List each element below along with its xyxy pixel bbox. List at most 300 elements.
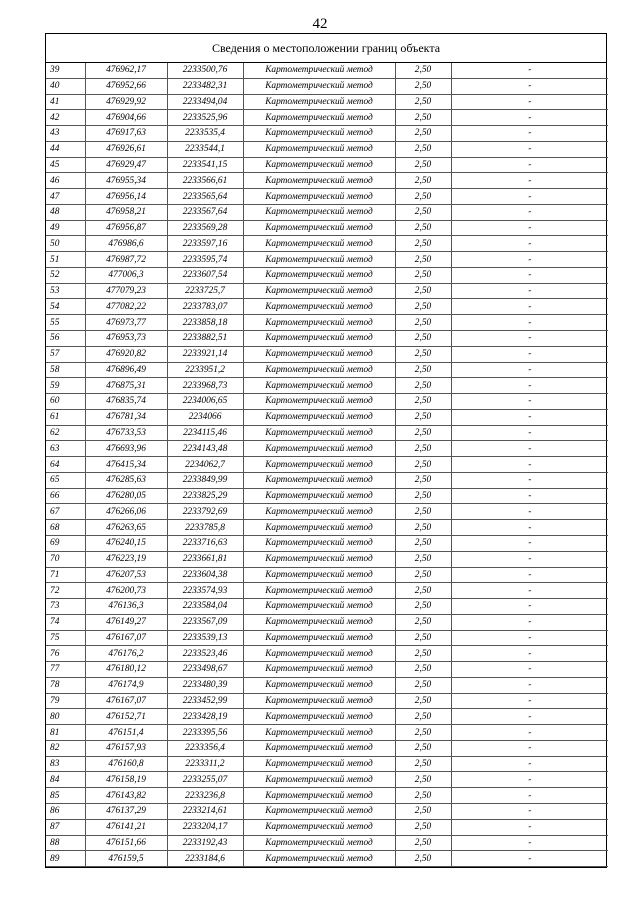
- cell-description: -: [451, 567, 608, 583]
- cell-description: -: [451, 851, 608, 867]
- cell-y-coordinate: 2233921,14: [167, 346, 243, 362]
- cell-method: Картометрический метод: [243, 362, 395, 378]
- cell-accuracy: 2,50: [395, 803, 451, 819]
- cell-y-coordinate: 2233597,16: [167, 236, 243, 252]
- cell-accuracy: 2,50: [395, 520, 451, 536]
- cell-method: Картометрический метод: [243, 126, 395, 142]
- cell-accuracy: 2,50: [395, 851, 451, 867]
- cell-method: Картометрический метод: [243, 346, 395, 362]
- cell-x-coordinate: 476986,6: [85, 236, 167, 252]
- cell-method: Картометрический метод: [243, 378, 395, 394]
- cell-description: -: [451, 504, 608, 520]
- cell-method: Картометрический метод: [243, 220, 395, 236]
- cell-accuracy: 2,50: [395, 110, 451, 126]
- cell-description: -: [451, 441, 608, 457]
- section-title: Сведения о местоположении границ объекта: [46, 34, 606, 63]
- cell-accuracy: 2,50: [395, 662, 451, 678]
- cell-accuracy: 2,50: [395, 725, 451, 741]
- cell-accuracy: 2,50: [395, 346, 451, 362]
- cell-description: -: [451, 425, 608, 441]
- cell-y-coordinate: 2233236,8: [167, 788, 243, 804]
- table-row: [46, 267, 608, 283]
- cell-method: Картометрический метод: [243, 331, 395, 347]
- cell-point-number: 64: [46, 457, 85, 473]
- cell-description: -: [451, 788, 608, 804]
- cell-accuracy: 2,50: [395, 583, 451, 599]
- cell-y-coordinate: 2233566,61: [167, 173, 243, 189]
- cell-y-coordinate: 2233525,96: [167, 110, 243, 126]
- cell-description: -: [451, 630, 608, 646]
- cell-description: -: [451, 535, 608, 551]
- cell-y-coordinate: 2233661,81: [167, 551, 243, 567]
- cell-accuracy: 2,50: [395, 157, 451, 173]
- cell-description: -: [451, 78, 608, 94]
- cell-x-coordinate: 476180,12: [85, 662, 167, 678]
- cell-point-number: 70: [46, 551, 85, 567]
- cell-description: -: [451, 378, 608, 394]
- cell-method: Картометрический метод: [243, 740, 395, 756]
- cell-accuracy: 2,50: [395, 551, 451, 567]
- cell-accuracy: 2,50: [395, 409, 451, 425]
- cell-y-coordinate: 2233716,63: [167, 535, 243, 551]
- cell-y-coordinate: 2233204,17: [167, 819, 243, 835]
- cell-x-coordinate: 476159,5: [85, 851, 167, 867]
- cell-description: -: [451, 614, 608, 630]
- cell-description: -: [451, 725, 608, 741]
- table-row: [46, 614, 608, 630]
- cell-x-coordinate: 476973,77: [85, 315, 167, 331]
- cell-description: -: [451, 662, 608, 678]
- table-row: [46, 646, 608, 662]
- cell-x-coordinate: 476266,06: [85, 504, 167, 520]
- table-row: [46, 425, 608, 441]
- table-row: [46, 252, 608, 268]
- cell-accuracy: 2,50: [395, 756, 451, 772]
- cell-description: -: [451, 141, 608, 157]
- cell-method: Картометрический метод: [243, 488, 395, 504]
- cell-method: Картометрический метод: [243, 173, 395, 189]
- cell-x-coordinate: 476149,27: [85, 614, 167, 630]
- cell-method: Картометрический метод: [243, 725, 395, 741]
- table-row: [46, 110, 608, 126]
- cell-x-coordinate: 476926,61: [85, 141, 167, 157]
- cell-method: Картометрический метод: [243, 299, 395, 315]
- cell-description: -: [451, 267, 608, 283]
- cell-accuracy: 2,50: [395, 252, 451, 268]
- cell-description: -: [451, 299, 608, 315]
- cell-point-number: 53: [46, 283, 85, 299]
- cell-accuracy: 2,50: [395, 599, 451, 615]
- cell-method: Картометрический метод: [243, 772, 395, 788]
- cell-x-coordinate: 476152,71: [85, 709, 167, 725]
- cell-method: Картометрический метод: [243, 457, 395, 473]
- table-row: [46, 236, 608, 252]
- cell-method: Картометрический метод: [243, 709, 395, 725]
- cell-description: -: [451, 599, 608, 615]
- cell-y-coordinate: 2233725,7: [167, 283, 243, 299]
- cell-y-coordinate: 2234143,48: [167, 441, 243, 457]
- table-row: [46, 599, 608, 615]
- cell-method: Картометрический метод: [243, 630, 395, 646]
- cell-description: -: [451, 252, 608, 268]
- cell-method: Картометрический метод: [243, 583, 395, 599]
- cell-point-number: 74: [46, 614, 85, 630]
- cell-method: Картометрический метод: [243, 283, 395, 299]
- cell-point-number: 66: [46, 488, 85, 504]
- cell-point-number: 48: [46, 204, 85, 220]
- cell-method: Картометрический метод: [243, 63, 395, 78]
- cell-accuracy: 2,50: [395, 614, 451, 630]
- cell-point-number: 55: [46, 315, 85, 331]
- cell-x-coordinate: 476929,92: [85, 94, 167, 110]
- cell-x-coordinate: 476917,63: [85, 126, 167, 142]
- table-row: [46, 457, 608, 473]
- cell-description: -: [451, 803, 608, 819]
- cell-description: -: [451, 756, 608, 772]
- boundary-points-table: [46, 63, 608, 867]
- cell-accuracy: 2,50: [395, 693, 451, 709]
- cell-x-coordinate: 476415,34: [85, 457, 167, 473]
- cell-method: Картометрический метод: [243, 599, 395, 615]
- table-row: [46, 141, 608, 157]
- cell-description: -: [451, 394, 608, 410]
- cell-point-number: 78: [46, 677, 85, 693]
- cell-point-number: 82: [46, 740, 85, 756]
- cell-method: Картометрический метод: [243, 803, 395, 819]
- cell-x-coordinate: 476875,31: [85, 378, 167, 394]
- cell-y-coordinate: 2233825,29: [167, 488, 243, 504]
- cell-method: Картометрический метод: [243, 110, 395, 126]
- table-row: [46, 756, 608, 772]
- cell-description: -: [451, 677, 608, 693]
- cell-y-coordinate: 2233192,43: [167, 835, 243, 851]
- cell-description: -: [451, 693, 608, 709]
- cell-method: Картометрический метод: [243, 646, 395, 662]
- cell-description: -: [451, 740, 608, 756]
- cell-point-number: 80: [46, 709, 85, 725]
- cell-method: Картометрический метод: [243, 551, 395, 567]
- cell-point-number: 67: [46, 504, 85, 520]
- table-row: [46, 331, 608, 347]
- table-row: [46, 362, 608, 378]
- table-row: [46, 520, 608, 536]
- table-row: [46, 725, 608, 741]
- cell-description: -: [451, 772, 608, 788]
- cell-point-number: 58: [46, 362, 85, 378]
- table-row: [46, 835, 608, 851]
- table-row: [46, 189, 608, 205]
- cell-description: -: [451, 409, 608, 425]
- cell-point-number: 50: [46, 236, 85, 252]
- cell-x-coordinate: 476920,82: [85, 346, 167, 362]
- page-number: 42: [312, 16, 328, 32]
- cell-accuracy: 2,50: [395, 819, 451, 835]
- table-row: [46, 173, 608, 189]
- cell-accuracy: 2,50: [395, 835, 451, 851]
- cell-y-coordinate: 2233494,04: [167, 94, 243, 110]
- cell-point-number: 51: [46, 252, 85, 268]
- table-body: [46, 63, 608, 867]
- cell-point-number: 46: [46, 173, 85, 189]
- cell-description: -: [451, 315, 608, 331]
- cell-y-coordinate: 2233395,56: [167, 725, 243, 741]
- cell-y-coordinate: 2233858,18: [167, 315, 243, 331]
- cell-y-coordinate: 2233882,51: [167, 331, 243, 347]
- cell-method: Картометрический метод: [243, 441, 395, 457]
- cell-description: -: [451, 283, 608, 299]
- cell-description: -: [451, 520, 608, 536]
- table-row: [46, 315, 608, 331]
- cell-x-coordinate: 476958,21: [85, 204, 167, 220]
- table-row: [46, 567, 608, 583]
- cell-x-coordinate: 476160,8: [85, 756, 167, 772]
- cell-method: Картометрический метод: [243, 756, 395, 772]
- table-row: [46, 772, 608, 788]
- cell-point-number: 40: [46, 78, 85, 94]
- cell-point-number: 75: [46, 630, 85, 646]
- table-row: [46, 63, 608, 78]
- cell-description: -: [451, 646, 608, 662]
- cell-description: -: [451, 457, 608, 473]
- cell-x-coordinate: 476835,74: [85, 394, 167, 410]
- cell-y-coordinate: 2233482,31: [167, 78, 243, 94]
- cell-x-coordinate: 476176,2: [85, 646, 167, 662]
- cell-y-coordinate: 2233951,2: [167, 362, 243, 378]
- cell-description: -: [451, 472, 608, 488]
- cell-point-number: 56: [46, 331, 85, 347]
- cell-description: -: [451, 126, 608, 142]
- boundary-sheet: [45, 33, 607, 868]
- cell-x-coordinate: 476137,29: [85, 803, 167, 819]
- cell-point-number: 72: [46, 583, 85, 599]
- cell-x-coordinate: 476929,47: [85, 157, 167, 173]
- cell-description: -: [451, 63, 608, 78]
- cell-accuracy: 2,50: [395, 630, 451, 646]
- cell-accuracy: 2,50: [395, 78, 451, 94]
- table-row: [46, 204, 608, 220]
- cell-x-coordinate: 476280,05: [85, 488, 167, 504]
- cell-description: -: [451, 204, 608, 220]
- cell-method: Картометрический метод: [243, 567, 395, 583]
- cell-point-number: 62: [46, 425, 85, 441]
- cell-method: Картометрический метод: [243, 614, 395, 630]
- cell-method: Картометрический метод: [243, 535, 395, 551]
- cell-x-coordinate: 476904,66: [85, 110, 167, 126]
- cell-accuracy: 2,50: [395, 362, 451, 378]
- table-row: [46, 583, 608, 599]
- cell-method: Картометрический метод: [243, 677, 395, 693]
- cell-point-number: 89: [46, 851, 85, 867]
- table-row: [46, 394, 608, 410]
- cell-y-coordinate: 2233539,13: [167, 630, 243, 646]
- table-row: [46, 94, 608, 110]
- cell-method: Картометрический метод: [243, 204, 395, 220]
- cell-method: Картометрический метод: [243, 504, 395, 520]
- cell-y-coordinate: 2234115,46: [167, 425, 243, 441]
- cell-x-coordinate: 477079,23: [85, 283, 167, 299]
- cell-x-coordinate: 476151,4: [85, 725, 167, 741]
- cell-x-coordinate: 476141,21: [85, 819, 167, 835]
- cell-description: -: [451, 835, 608, 851]
- cell-point-number: 83: [46, 756, 85, 772]
- cell-y-coordinate: 2233184,6: [167, 851, 243, 867]
- cell-description: -: [451, 220, 608, 236]
- cell-x-coordinate: 476151,66: [85, 835, 167, 851]
- cell-point-number: 47: [46, 189, 85, 205]
- cell-accuracy: 2,50: [395, 535, 451, 551]
- cell-method: Картометрический метод: [243, 851, 395, 867]
- cell-x-coordinate: 476240,15: [85, 535, 167, 551]
- cell-y-coordinate: 2233498,67: [167, 662, 243, 678]
- cell-point-number: 57: [46, 346, 85, 362]
- cell-accuracy: 2,50: [395, 94, 451, 110]
- cell-x-coordinate: 477082,22: [85, 299, 167, 315]
- cell-method: Картометрический метод: [243, 472, 395, 488]
- cell-x-coordinate: 476200,73: [85, 583, 167, 599]
- cell-x-coordinate: 477006,3: [85, 267, 167, 283]
- cell-point-number: 41: [46, 94, 85, 110]
- cell-accuracy: 2,50: [395, 141, 451, 157]
- cell-point-number: 49: [46, 220, 85, 236]
- cell-accuracy: 2,50: [395, 315, 451, 331]
- cell-point-number: 79: [46, 693, 85, 709]
- cell-accuracy: 2,50: [395, 220, 451, 236]
- cell-y-coordinate: 2233565,64: [167, 189, 243, 205]
- cell-description: -: [451, 94, 608, 110]
- cell-y-coordinate: 2233500,76: [167, 63, 243, 78]
- cell-description: -: [451, 173, 608, 189]
- cell-point-number: 43: [46, 126, 85, 142]
- cell-description: -: [451, 157, 608, 173]
- cell-accuracy: 2,50: [395, 646, 451, 662]
- table-row: [46, 803, 608, 819]
- cell-description: -: [451, 110, 608, 126]
- cell-y-coordinate: 2233535,4: [167, 126, 243, 142]
- cell-accuracy: 2,50: [395, 299, 451, 315]
- table-row: [46, 819, 608, 835]
- cell-accuracy: 2,50: [395, 173, 451, 189]
- cell-y-coordinate: 2234062,7: [167, 457, 243, 473]
- cell-y-coordinate: 2233595,74: [167, 252, 243, 268]
- cell-accuracy: 2,50: [395, 267, 451, 283]
- cell-method: Картометрический метод: [243, 94, 395, 110]
- cell-point-number: 73: [46, 599, 85, 615]
- cell-point-number: 84: [46, 772, 85, 788]
- cell-point-number: 87: [46, 819, 85, 835]
- table-row: [46, 378, 608, 394]
- cell-point-number: 77: [46, 662, 85, 678]
- cell-point-number: 39: [46, 63, 85, 78]
- cell-y-coordinate: 2233569,28: [167, 220, 243, 236]
- cell-y-coordinate: 2233523,46: [167, 646, 243, 662]
- table-row: [46, 788, 608, 804]
- cell-y-coordinate: 2233783,07: [167, 299, 243, 315]
- cell-y-coordinate: 2233311,2: [167, 756, 243, 772]
- cell-method: Картометрический метод: [243, 425, 395, 441]
- table-row: [46, 157, 608, 173]
- cell-point-number: 71: [46, 567, 85, 583]
- cell-point-number: 69: [46, 535, 85, 551]
- cell-accuracy: 2,50: [395, 283, 451, 299]
- cell-method: Картометрический метод: [243, 819, 395, 835]
- cell-point-number: 63: [46, 441, 85, 457]
- cell-accuracy: 2,50: [395, 394, 451, 410]
- cell-x-coordinate: 476955,34: [85, 173, 167, 189]
- table-row: [46, 677, 608, 693]
- cell-point-number: 85: [46, 788, 85, 804]
- cell-y-coordinate: 2233849,99: [167, 472, 243, 488]
- cell-x-coordinate: 476167,07: [85, 630, 167, 646]
- cell-method: Картометрический метод: [243, 835, 395, 851]
- cell-accuracy: 2,50: [395, 63, 451, 78]
- cell-y-coordinate: 2233544,1: [167, 141, 243, 157]
- cell-accuracy: 2,50: [395, 457, 451, 473]
- cell-accuracy: 2,50: [395, 441, 451, 457]
- cell-y-coordinate: 2233428,19: [167, 709, 243, 725]
- cell-x-coordinate: 476136,3: [85, 599, 167, 615]
- cell-method: Картометрический метод: [243, 252, 395, 268]
- cell-y-coordinate: 2233356,4: [167, 740, 243, 756]
- cell-method: Картометрический метод: [243, 662, 395, 678]
- cell-y-coordinate: 2233785,8: [167, 520, 243, 536]
- cell-accuracy: 2,50: [395, 425, 451, 441]
- cell-method: Картометрический метод: [243, 394, 395, 410]
- cell-method: Картометрический метод: [243, 267, 395, 283]
- table-row: [46, 472, 608, 488]
- cell-point-number: 54: [46, 299, 85, 315]
- table-row: [46, 630, 608, 646]
- cell-x-coordinate: 476733,53: [85, 425, 167, 441]
- cell-accuracy: 2,50: [395, 126, 451, 142]
- table-row: [46, 126, 608, 142]
- cell-x-coordinate: 476693,96: [85, 441, 167, 457]
- table-row: [46, 662, 608, 678]
- cell-method: Картометрический метод: [243, 189, 395, 205]
- table-row: [46, 441, 608, 457]
- table-row: [46, 709, 608, 725]
- cell-accuracy: 2,50: [395, 677, 451, 693]
- cell-method: Картометрический метод: [243, 409, 395, 425]
- cell-accuracy: 2,50: [395, 472, 451, 488]
- cell-point-number: 59: [46, 378, 85, 394]
- cell-description: -: [451, 819, 608, 835]
- cell-accuracy: 2,50: [395, 740, 451, 756]
- cell-accuracy: 2,50: [395, 204, 451, 220]
- table-row: [46, 851, 608, 867]
- table-row: [46, 535, 608, 551]
- cell-y-coordinate: 2233607,54: [167, 267, 243, 283]
- cell-y-coordinate: 2233584,04: [167, 599, 243, 615]
- table-row: [46, 740, 608, 756]
- cell-y-coordinate: 2233792,69: [167, 504, 243, 520]
- cell-point-number: 60: [46, 394, 85, 410]
- cell-x-coordinate: 476987,72: [85, 252, 167, 268]
- cell-method: Картометрический метод: [243, 693, 395, 709]
- cell-accuracy: 2,50: [395, 504, 451, 520]
- cell-x-coordinate: 476263,65: [85, 520, 167, 536]
- cell-accuracy: 2,50: [395, 236, 451, 252]
- cell-x-coordinate: 476167,07: [85, 693, 167, 709]
- cell-x-coordinate: 476285,63: [85, 472, 167, 488]
- cell-description: -: [451, 583, 608, 599]
- cell-y-coordinate: 2233214,61: [167, 803, 243, 819]
- cell-y-coordinate: 2233452,99: [167, 693, 243, 709]
- cell-x-coordinate: 476952,66: [85, 78, 167, 94]
- cell-accuracy: 2,50: [395, 709, 451, 725]
- cell-method: Картометрический метод: [243, 315, 395, 331]
- cell-point-number: 52: [46, 267, 85, 283]
- cell-x-coordinate: 476158,19: [85, 772, 167, 788]
